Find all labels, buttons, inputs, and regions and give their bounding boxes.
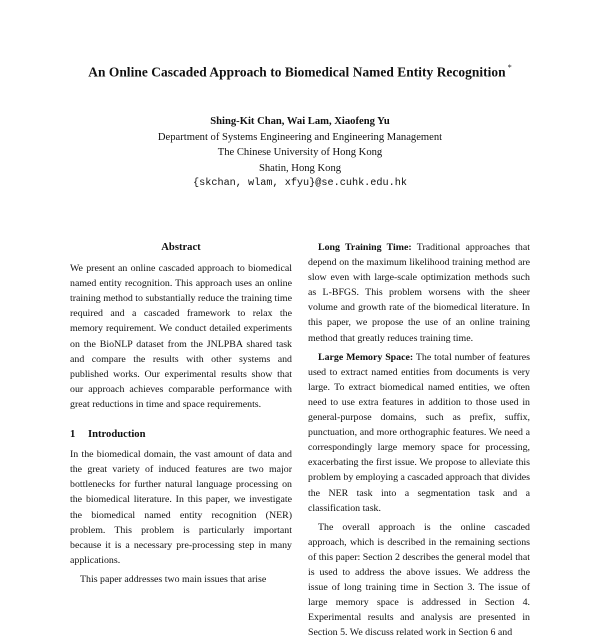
author-email: {skchan, wlam, xfyu}@se.cuhk.edu.hk	[193, 178, 407, 190]
issue-label-training-time: Long Training Time:	[318, 242, 412, 253]
author-names: Shing-Kit Chan, Wai Lam, Xiaofeng Yu	[210, 116, 390, 127]
abstract-text: We present an online cascaded approach to biomedical named entity recognition. This approach uses an online training method to substantially reduce the training time required and a cascaded framework to relax the memory requirement. We conduct detailed experiments on the BioNLP dataset from the JNLPBA shared task and compare the results with other systems and published works. Our experimental results show that our approach achieves comparable performance with great reductions in time and space requirements.	[70, 263, 292, 410]
affiliation-city: Shatin, Hong Kong	[258, 162, 342, 174]
intro-paragraph-1: In the biomedical domain, the vast amount of data and the great variety of induced features are two major bottlenecks for further natural language processing on the biomedical literature. In this paper, we investigate the biomedical named entity recognition (NER) problem. This problem is particularly important because it is a necessary pre-processing step in many applications.	[70, 449, 292, 566]
abstract-heading: Abstract	[161, 242, 201, 253]
right-column	[308, 240, 530, 640]
affiliation-university: The Chinese University of Hong Kong	[217, 147, 383, 159]
section-heading-introduction	[70, 427, 292, 442]
author-block	[0, 114, 600, 192]
title-text: An Online Cascaded Approach to Biomedical Named Entity Recognition	[88, 64, 506, 80]
right-paragraph-2	[308, 350, 530, 516]
paper-title	[0, 64, 600, 80]
affiliation-department: Department of Systems Engineering and Engineering Management	[157, 131, 443, 143]
right-paragraph-3: The overall approach is the online cascaded approach, which is described in the remaining sections of this paper: Section 2 describes the general model that is used to address the above issues. We address the issue of long training time in Section 3. The issue of large memory space is addressed in Section 4. Experimental results and analysis are presented in Section 5. We discuss related work in Section 6 and	[308, 521, 530, 639]
right-paragraph-1	[308, 240, 530, 346]
section-title: Introduction	[88, 429, 146, 441]
issue-text-memory-space: The total number of features used to extract named entities from documents is very large. To extract biomedical named entities, we often need to use extra features in addition to those used in general-purpose domains, such as prefix, suffix, punctuation, and more orthographic features. We need a correspondingly large memory space for processing, exacerbating the first issue. We propose to alleviate this problem by employing a cascaded approach that divides the NER task into a segmentation task and a classification task.	[308, 351, 530, 514]
left-column	[70, 240, 292, 587]
section-number: 1	[70, 429, 76, 441]
issue-text-training-time: Traditional approaches that depend on the maximum likelihood training method are slow even with large-scale optimization methods such as L-BFGS. This problem worsens with the sheer volume and growth rate of the biomedical literature. In this paper, we propose the use of an online training method that greatly reduces training time.	[308, 242, 530, 344]
intro-paragraph-2: This paper addresses two main issues that arise	[80, 573, 267, 585]
issue-label-memory-space: Large Memory Space:	[318, 351, 414, 363]
title-footnote-mark: *	[507, 63, 512, 72]
